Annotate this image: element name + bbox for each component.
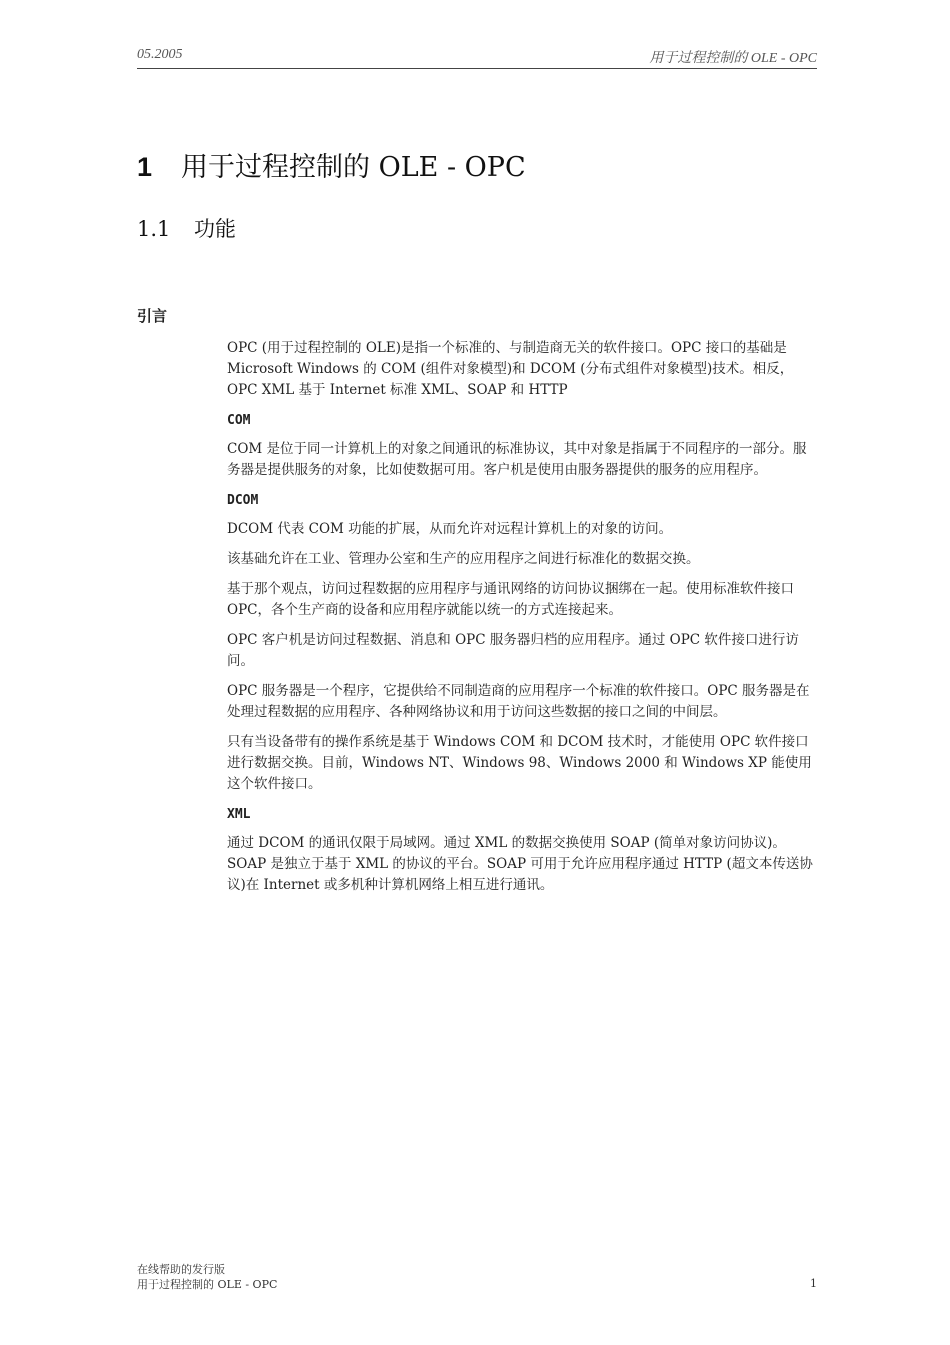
dcom-heading: DCOM bbox=[227, 493, 259, 508]
section-title: 功能 bbox=[194, 217, 236, 241]
footer-left bbox=[137, 1262, 277, 1292]
paragraph-dcom-1: DCOM 代表 COM 功能的扩展，从而允许对远程计算机上的对象的访问。 bbox=[227, 521, 673, 537]
page-number: 1 bbox=[810, 1277, 817, 1290]
header-divider bbox=[137, 68, 817, 69]
com-heading: COM bbox=[227, 413, 251, 428]
footer-edition: 在线帮助的发行版 bbox=[137, 1263, 225, 1276]
xml-heading: XML bbox=[227, 807, 251, 822]
chapter-number: 1 bbox=[137, 152, 153, 182]
chapter-title: 用于过程控制的 OLE - OPC bbox=[181, 152, 526, 183]
paragraph-dcom-2: 该基础允许在工业、管理办公室和生产的应用程序之间进行标准化的数据交换。 bbox=[227, 551, 700, 567]
section-heading bbox=[137, 213, 236, 243]
paragraph-com: COM 是位于同一计算机上的对象之间通讯的标准协议，其中对象是指属于不同程序的一部分。服务器是提供服务的对象，比如使数据可用。客户机是使用由服务器提供的服务的应用程序。 bbox=[227, 441, 807, 478]
chapter-heading bbox=[137, 145, 526, 184]
paragraph-intro: OPC (用于过程控制的 OLE)是指一个标准的、与制造商无关的软件接口。OPC 接口的基础是 Microsoft Windows 的 COM (组件对象模型)和 DCOM (分布式组件对象模型)技术。相反，OPC XML 基于 Internet 标准 XML、SOAP 和 HTTP bbox=[227, 340, 794, 398]
paragraph-dcom-6: 只有当设备带有的操作系统是基于 Windows COM 和 DCOM 技术时，才能使用 OPC 软件接口进行数据交换。目前，Windows NT、Windows 98、Windows 2000 和 Windows XP 能使用这个软件接口。 bbox=[227, 734, 812, 792]
intro-label: 引言 bbox=[137, 307, 168, 325]
section-number: 1.1 bbox=[137, 217, 171, 241]
header-title: 用于过程控制的 OLE - OPC bbox=[649, 51, 817, 66]
paragraph-dcom-4: OPC 客户机是访问过程数据、消息和 OPC 服务器归档的应用程序。通过 OPC 软件接口进行访问。 bbox=[227, 632, 799, 669]
footer-doc-title: 用于过程控制的 OLE - OPC bbox=[137, 1278, 278, 1291]
paragraph-xml: 通过 DCOM 的通讯仅限于局域网。通过 XML 的数据交换使用 SOAP (简单对象访问协议)。SOAP 是独立于基于 XML 的协议的平台。SOAP 可用于允许应用程序通过 HTTP (超文本传送协议)在 Internet 或多机种计算机网络上相互进行通讯。 bbox=[227, 835, 813, 893]
body-content bbox=[227, 338, 817, 905]
paragraph-dcom-5: OPC 服务器是一个程序，它提供给不同制造商的应用程序一个标准的软件接口。OPC 服务器是在处理过程数据的应用程序、各种网络协议和用于访问这些数据的接口之间的中间层。 bbox=[227, 683, 810, 720]
header-date: 05.2005 bbox=[137, 47, 183, 62]
paragraph-dcom-3: 基于那个观点，访问过程数据的应用程序与通讯网络的访问协议捆绑在一起。使用标准软件接口 OPC，各个生产商的设备和应用程序就能以统一的方式连接起来。 bbox=[227, 581, 794, 618]
